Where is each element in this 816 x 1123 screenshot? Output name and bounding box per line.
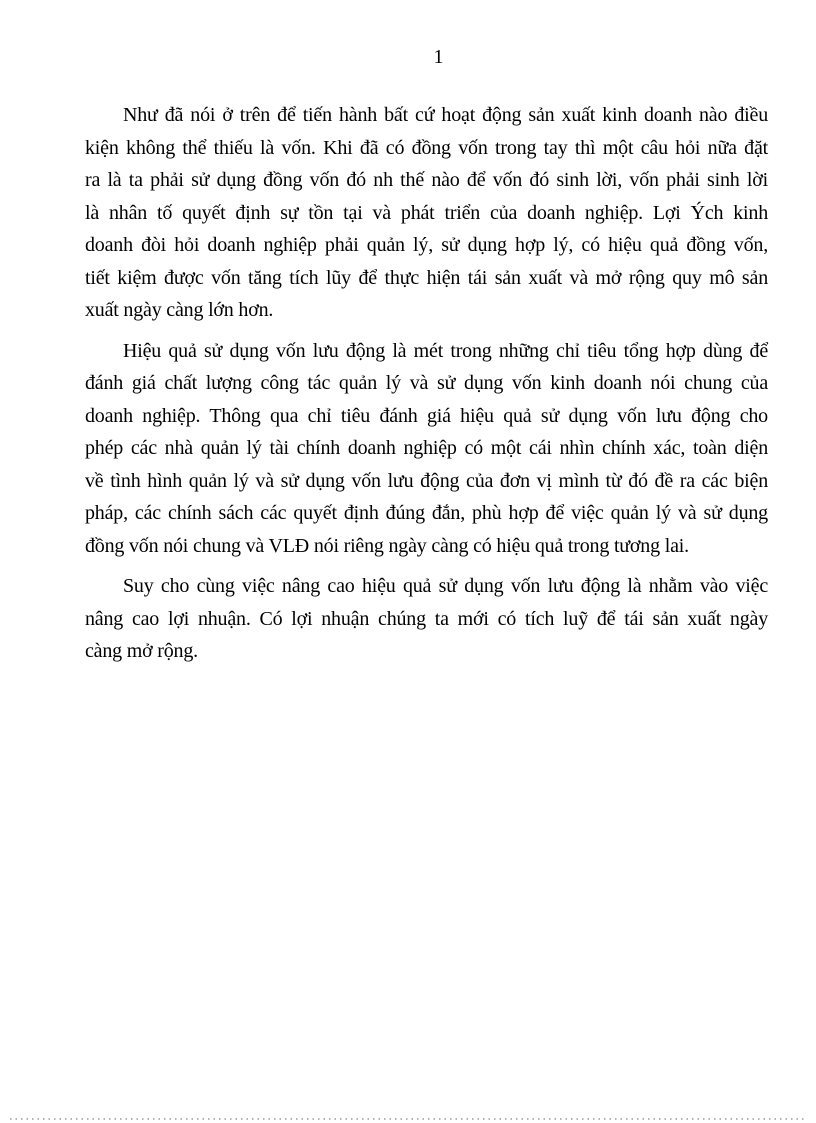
text-line: phép các nhà quản lý tài chính doanh nghiệp có một cái nhìn chính xác, toàn diện	[85, 437, 768, 459]
paragraph	[85, 99, 768, 327]
text-line: pháp, các chính sách các quyết định đúng đắn, phù hợp để việc quản lý và sử dụng	[85, 502, 768, 524]
page-bottom-dotted-divider	[10, 1118, 806, 1120]
text-line: đánh giá chất lượng công tác quản lý và sử dụng vốn kinh doanh nói chung của	[85, 372, 768, 394]
text-line: ra là ta phải sử dụng đồng vốn đó nh thế nào để vốn đó sinh lời, vốn phải sinh lời	[85, 169, 768, 191]
text-line: doanh nghiệp. Thông qua chỉ tiêu đánh giá hiệu quả sử dụng vốn lưu động cho	[85, 404, 768, 427]
text-line: tiết kiệm được vốn tăng tích lũy để thực hiện tái sản xuất và mở rộng quy mô sản	[85, 266, 768, 289]
text-line: Hiệu quả sử dụng vốn lưu động là mét trong những chỉ tiêu tổng hợp dùng để	[123, 339, 768, 362]
document-body	[85, 99, 768, 676]
text-line: Suy cho cùng việc nâng cao hiệu quả sử dụng vốn lưu động là nhằm vào việc	[123, 575, 768, 597]
paragraph	[85, 570, 768, 668]
text-line: về tình hình quản lý và sử dụng vốn lưu động của đơn vị mình từ đó đề ra các biện	[85, 469, 768, 492]
text-line: nâng cao lợi nhuận. Có lợi nhuận chúng ta mới có tích luỹ để tái sản xuất ngày	[85, 607, 768, 630]
paragraph	[85, 335, 768, 563]
page-number: 1	[433, 46, 444, 68]
text-line: xuất ngày càng lớn hơn.	[85, 299, 274, 321]
text-line: doanh đòi hỏi doanh nghiệp phải quản lý, sử dụng hợp lý, có hiệu quả đồng vốn,	[85, 234, 768, 256]
text-line: đồng vốn nói chung và VLĐ nói riêng ngày càng có hiệu quả trong tương lai.	[85, 534, 689, 557]
text-line: là nhân tố quyết định sự tồn tại và phát triển của doanh nghiệp. Lợi Ých kinh	[85, 201, 768, 224]
text-line: Như đã nói ở trên để tiến hành bất cứ hoạt động sản xuất kinh doanh nào điều	[123, 104, 768, 126]
text-line: kiện không thể thiếu là vốn. Khi đã có đồng vốn trong tay thì một câu hỏi nữa đặt	[85, 136, 768, 159]
text-line: càng mở rộng.	[85, 640, 198, 662]
